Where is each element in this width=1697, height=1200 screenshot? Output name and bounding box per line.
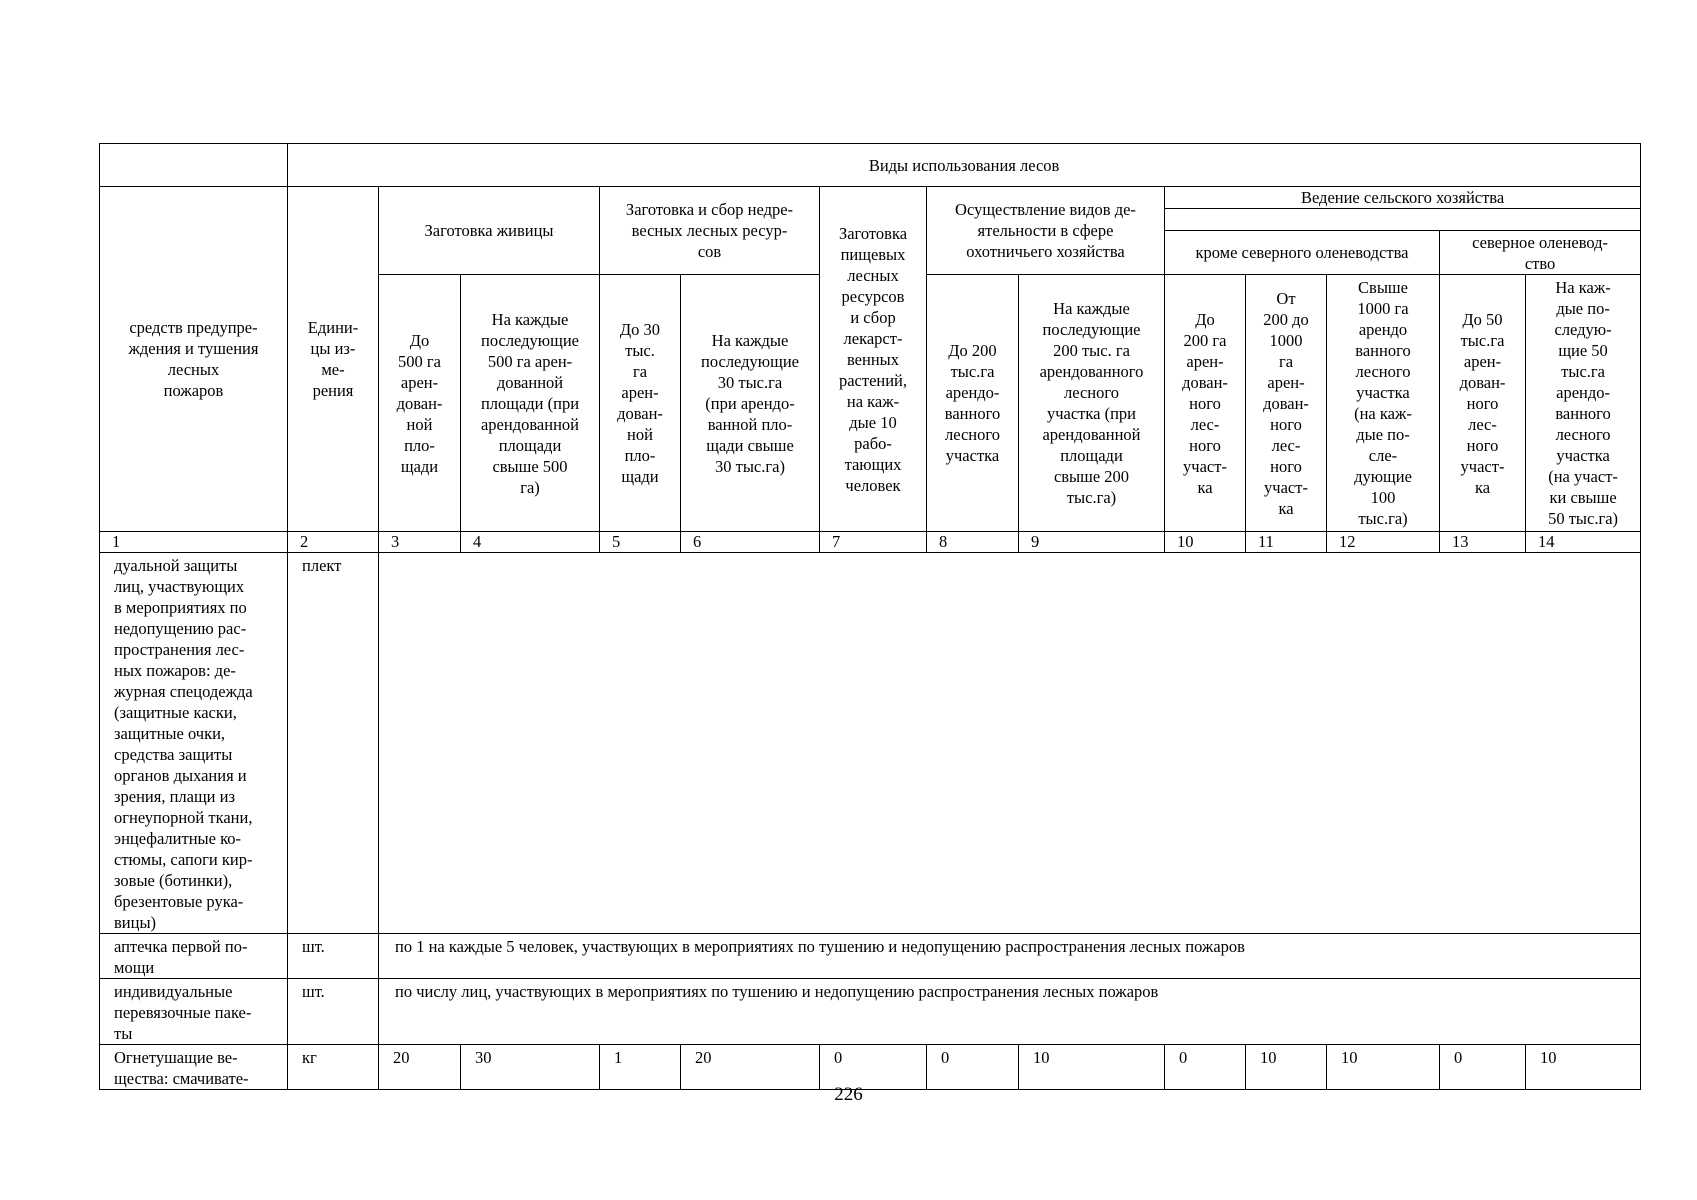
row-ppe-empty [379,553,1641,934]
header-c8: До 200 тыс.га арендо- ванного лесного участка [927,275,1019,532]
col-number-2: 2 [288,532,379,553]
row-extinguishing-value: 20 [379,1045,461,1090]
header-krome: кроме северного оленеводства [1165,231,1440,275]
header-c12: Свыше 1000 га арендо ванного лесного участка (на каж- дые по- сле- дующие 100 тыс.га) [1327,275,1440,532]
header-c13: До 50 тыс.га арен- дован- ного лес- ного участ- ка [1440,275,1526,532]
row-first-aid-text: по 1 на каждые 5 человек, участвующих в мероприятиях по тушению и недопущению распространения лесных пожаров [379,934,1641,979]
col-number-5: 5 [600,532,681,553]
row-dressing-text: по числу лиц, участвующих в мероприятиях по тушению и недопущению распространения лесных пожаров [379,979,1641,1045]
row-extinguishing-value: 0 [1440,1045,1526,1090]
col-number-11: 11 [1246,532,1327,553]
row-first-aid-name: аптечка первой по- мощи [100,934,288,979]
row-dressing-name: индивидуальные перевязочные паке- ты [100,979,288,1045]
col-number-1: 1 [100,532,288,553]
row-extinguishing-value: 10 [1526,1045,1641,1090]
row-ppe-name: дуальной защиты лиц, участвующих в мероприятиях по недопущению рас- пространения лес- ных пожаров: де- журная спецодежда (защитные каски, защитные очки, средства защиты органов дыхания и зрения, плащи из огнеупорной ткани, энцефалитные ко- стюмы, сапоги кир- зовые (ботинки), брезентовые рука- вицы) [100,553,288,934]
row-extinguishing-value: 0 [820,1045,927,1090]
col-number-10: 10 [1165,532,1246,553]
row-first-aid-unit: шт. [288,934,379,979]
header-c10: До 200 га арен- дован- ного лес- ного участ- ка [1165,275,1246,532]
header-c6: На каждые последующие 30 тыс.га (при арендо- ванной пло- щади свыше 30 тыс.га) [681,275,820,532]
header-c4: На каждые последующие 500 га арен- дованной площади (при арендованной площади свыше 500 га) [461,275,600,532]
col-number-14: 14 [1526,532,1641,553]
header-col2: Едини- цы из- ме- рения [288,187,379,532]
col-number-9: 9 [1019,532,1165,553]
header-col1: средств предупре- ждения и тушения лесных пожаров [100,187,288,532]
header-vidy: Виды использования лесов [288,144,1641,187]
row-extinguishing-value: 10 [1019,1045,1165,1090]
header-nedrevesnye: Заготовка и сбор недре- весных лесных ресур- сов [600,187,820,275]
col-number-12: 12 [1327,532,1440,553]
header-selkhoz-blank [1165,209,1641,231]
header-c9: На каждые последующие 200 тыс. га арендованного лесного участка (при арендованной площади свыше 200 тыс.га) [1019,275,1165,532]
col-number-6: 6 [681,532,820,553]
header-okhota: Осуществление видов де- ятельности в сфере охотничьего хозяйства [927,187,1165,275]
row-extinguishing-value: 20 [681,1045,820,1090]
header-selkhoz: Ведение сельского хозяйства [1165,187,1641,209]
header-severnoe: северное оленевод- ство [1440,231,1641,275]
row-extinguishing-value: 1 [600,1045,681,1090]
row-extinguishing-name: Огнетушащие ве- щества: смачивате- [100,1045,288,1090]
row-extinguishing-value: 0 [927,1045,1019,1090]
header-c11: От 200 до 1000 га арен- дован- ного лес- ного участ- ка [1246,275,1327,532]
header-c5: До 30 тыс. га арен- дован- ной пло- щади [600,275,681,532]
col-number-3: 3 [379,532,461,553]
row-extinguishing-value: 10 [1327,1045,1440,1090]
row-extinguishing-value: 0 [1165,1045,1246,1090]
col-number-7: 7 [820,532,927,553]
row-extinguishing-value: 10 [1246,1045,1327,1090]
header-zhivitsa: Заготовка живицы [379,187,600,275]
header-c7: Заготовка пищевых лесных ресурсов и сбор лекарст- венных растений, на каж- дые 10 рабо- тающих человек [820,187,927,532]
header-c14: На каж- дые по- следую- щие 50 тыс.га арендо- ванного лесного участка (на участ- ки свыше 50 тыс.га) [1526,275,1641,532]
forest-fire-equipment-table [99,143,1641,1090]
row-extinguishing-unit: кг [288,1045,379,1090]
row-extinguishing-value: 30 [461,1045,600,1090]
col-number-13: 13 [1440,532,1526,553]
col-number-8: 8 [927,532,1019,553]
col-number-4: 4 [461,532,600,553]
page-number: 226 [834,1084,863,1105]
row-ppe-unit: плект [288,553,379,934]
header-empty-cell [100,144,288,187]
header-c3: До 500 га арен- дован- ной пло- щади [379,275,461,532]
row-dressing-unit: шт. [288,979,379,1045]
